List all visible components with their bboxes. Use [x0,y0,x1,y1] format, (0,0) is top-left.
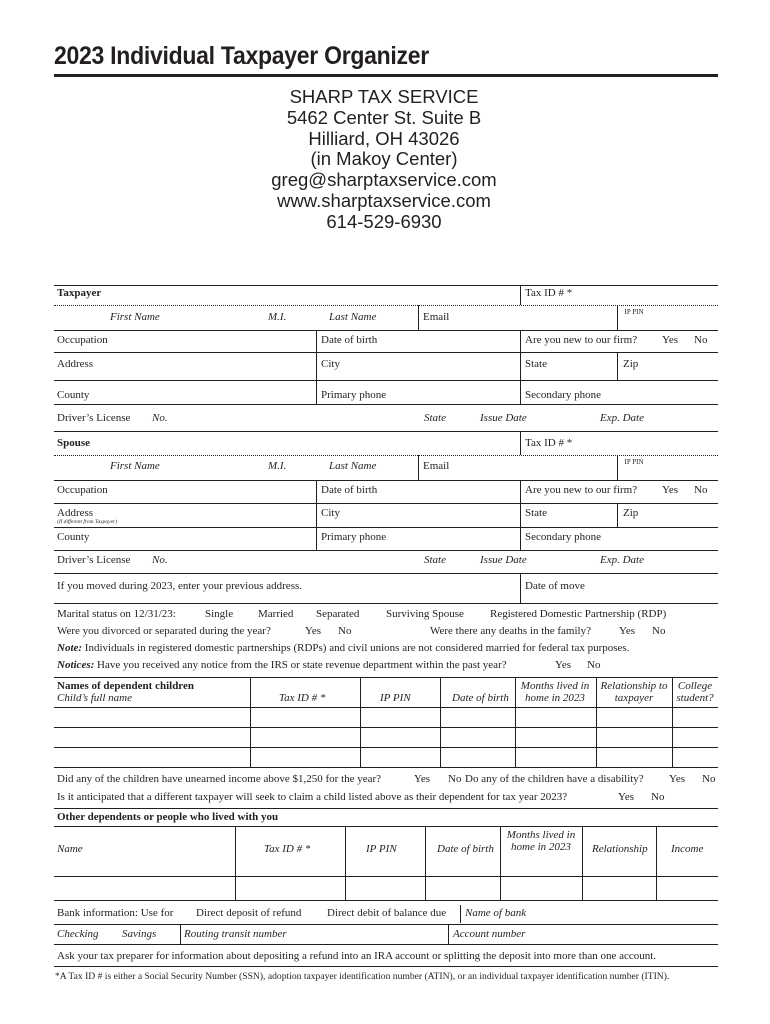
taxpayer-county-label: County [57,389,90,401]
taxpayer-address-label: Address [57,358,94,370]
taxpayer-dl-state-label: State [424,412,446,424]
notices-yes[interactable]: Yes [555,659,572,671]
spouse-tax-id-label: Tax ID # * [525,437,573,449]
rule [54,455,718,456]
rule [54,305,718,306]
rule [520,285,521,305]
office-street: 5462 Center St. Suite B [286,106,482,128]
rule [617,352,618,380]
rule [54,330,718,331]
taxpayer-mi-label: M.I. [268,311,287,323]
rule [360,677,361,767]
bank-name-label: Name of bank [465,907,527,919]
claim-yes[interactable]: Yes [618,791,635,803]
rule [54,966,718,967]
months-line-2: home in 2023 [525,692,585,704]
rule [54,826,718,827]
spouse-last-name-label: Last Name [329,460,377,472]
others-months-line-2: home in 2023 [511,841,571,853]
rule [54,431,718,432]
spouse-address-label: Address [57,507,94,519]
rule [54,603,718,604]
taxpayer-primary-phone-label: Primary phone [321,389,387,401]
others-income-header: Income [671,843,704,855]
marital-rdp-option[interactable]: Registered Domestic Partnership (RDP) [490,608,667,620]
rule [500,826,501,900]
dependents-child-name-header: Child’s full name [57,692,132,704]
rule [54,677,718,678]
rel-line-1: Relationship to [600,680,668,692]
form-title: 2023 Individual Taxpayer Organizer [54,42,429,70]
others-row-line [54,900,718,901]
rule [520,330,521,404]
disability-yes[interactable]: Yes [669,773,686,785]
others-heading: Other dependents or people who lived with you [57,811,279,823]
divorced-no[interactable]: No [338,625,352,637]
deaths-yes[interactable]: Yes [619,625,636,637]
rule [448,924,449,944]
office-info [184,87,584,233]
note-label: Note: [57,642,83,654]
divorced-question: Were you divorced or separated during the year? [57,625,271,637]
bank-label: Bank information: Use for [57,907,174,919]
spouse-city-label: City [321,507,340,519]
office-phone: 614-529-6930 [326,210,442,232]
rule [596,677,597,767]
checking-option[interactable]: Checking [57,928,99,940]
rel-line-2: taxpayer [614,692,654,704]
taxpayer-dob-label: Date of birth [321,334,378,346]
notices-no[interactable]: No [587,659,601,671]
rule [54,285,718,286]
dependent-row-line [54,707,718,708]
moved-label: If you moved during 2023, enter your previous address. [57,580,303,592]
direct-deposit-option[interactable]: Direct deposit of refund [196,907,302,919]
office-website: www.sharptaxservice.com [277,189,491,211]
spouse-primary-phone-label: Primary phone [321,531,387,543]
rule [180,924,181,944]
rule [235,826,236,900]
taxpayer-first-name-label: First Name [110,311,160,323]
dependents-heading: Names of dependent children [57,680,194,692]
spouse-new-firm-label: Are you new to our firm? [525,484,638,496]
taxpayer-dl-label: Driver’s License [57,412,131,424]
unearned-no[interactable]: No [448,773,462,785]
rule [316,330,317,404]
taxpayer-occupation-label: Occupation [57,334,108,346]
spouse-dl-no-label: No. [152,554,168,566]
spouse-ip-pin-label: IP PIN [624,458,644,466]
rule [440,677,441,767]
spouse-dob-label: Date of birth [321,484,378,496]
college-line-2: student? [676,692,714,704]
note-text: Individuals in registered domestic partnerships (RDPs) and civil unions are not considered married for federal tax purposes. [82,642,630,654]
unearned-yes[interactable]: Yes [414,773,431,785]
dependents-months-header [515,680,595,704]
rule [54,527,718,528]
disability-question: Do any of the children have a disability? [465,773,644,785]
rule [418,455,419,480]
taxpayer-ip-pin-label: IP PIN [624,308,644,316]
rule [582,826,583,900]
spouse-dl-state-label: State [424,554,446,566]
rule [54,404,718,405]
dependents-relationship-header [596,680,672,704]
spouse-county-label: County [57,531,90,543]
others-row-line [54,876,718,877]
college-line-1: College [677,680,713,692]
spouse-zip-label: Zip [623,507,639,519]
rule [460,905,461,923]
others-name-header: Name [57,843,83,855]
taxpayer-zip-label: Zip [623,358,639,370]
rule [316,480,317,550]
rule [54,944,718,945]
spouse-occupation-label: Occupation [57,484,108,496]
taxpayer-city-label: City [321,358,340,370]
taxpayer-new-firm-yes[interactable]: Yes [662,334,679,346]
rule [656,826,657,900]
rule [520,431,521,455]
spouse-first-name-label: First Name [110,460,160,472]
notices-label: Notices: [57,659,95,671]
disability-no[interactable]: No [702,773,716,785]
rule [54,550,718,551]
marital-married-option[interactable]: Married [258,608,294,620]
dependent-row-line [54,727,718,728]
spouse-dl-exp-label: Exp. Date [600,554,644,566]
dependents-dob-header: Date of birth [452,692,509,704]
rule [418,305,419,330]
rule [345,826,346,900]
ira-note: Ask your tax preparer for information about depositing a refund into an IRA account or splitting the deposit into more than one account. [57,950,657,962]
dependent-row-line [54,747,718,748]
taxpayer-state-label: State [525,358,547,370]
rule [617,503,618,527]
dependents-tax-id-header: Tax ID # * [279,692,326,704]
rule [54,380,718,381]
others-tax-id-header: Tax ID # * [264,843,311,855]
rule [617,455,618,480]
spouse-mi-label: M.I. [268,460,287,472]
office-name: SHARP TAX SERVICE [289,86,479,107]
spouse-dl-issue-label: Issue Date [480,554,527,566]
office-location: (in Makoy Center) [310,148,458,170]
taxpayer-new-firm-no[interactable]: No [694,334,708,346]
taxpayer-dl-issue-label: Issue Date [480,412,527,424]
rule [54,924,718,925]
others-months-line-1: Months lived in [506,829,576,841]
rule [54,503,718,504]
marital-separated-option[interactable]: Separated [316,608,360,620]
spouse-state-label: State [525,507,547,519]
rule [425,826,426,900]
divorced-yes[interactable]: Yes [305,625,322,637]
rule [520,573,521,603]
deaths-question: Were there any deaths in the family? [430,625,591,637]
rule [54,808,718,809]
claim-no[interactable]: No [651,791,665,803]
taxpayer-dl-exp-label: Exp. Date [600,412,644,424]
spouse-secondary-phone-label: Secondary phone [525,531,602,543]
rule [672,677,673,767]
spouse-new-firm-no[interactable]: No [694,484,708,496]
rule [54,480,718,481]
taxpayer-dl-no-label: No. [152,412,168,424]
direct-debit-option[interactable]: Direct debit of balance due [327,907,447,919]
rule [250,677,251,767]
dependents-ip-pin-header: IP PIN [380,692,411,704]
marital-single-option[interactable]: Single [205,608,234,620]
notices-question [57,659,507,671]
routing-label: Routing transit number [184,928,287,940]
account-label: Account number [453,928,526,940]
months-line-1: Months lived in [520,680,590,692]
rule [515,677,516,767]
marital-surviving-option[interactable]: Surviving Spouse [386,608,464,620]
spouse-email-label: Email [423,460,450,472]
spouse-address-note: (If different from Taxpayer) [57,519,118,525]
rule [54,573,718,574]
footnote: *A Tax ID # is either a Social Security Number (SSN), adoption taxpayer identification number (ATIN), or an individual taxpayer identification number (ITIN). [55,971,670,982]
marital-label: Marital status on 12/31/23: [57,608,176,620]
date-of-move-label: Date of move [525,580,585,592]
taxpayer-secondary-phone-label: Secondary phone [525,389,602,401]
notices-text: Have you received any notice from the IRS or state revenue department within the past year? [94,659,507,671]
others-months-header [500,829,582,853]
dependents-college-header [672,680,718,704]
others-relationship-header: Relationship [592,843,648,855]
dependent-row-line [54,767,718,768]
rdp-note [57,642,629,654]
office-email: greg@sharptaxservice.com [271,169,497,191]
rule [617,305,618,330]
taxpayer-heading: Taxpayer [57,287,102,299]
claim-question: Is it anticipated that a different taxpayer will seek to claim a child listed above as their dependent for tax year 2023? [57,791,568,803]
others-dob-header: Date of birth [437,843,494,855]
office-city: Hilliard, OH 43026 [308,127,460,149]
spouse-dl-label: Driver’s License [57,554,131,566]
rule [520,480,521,550]
rule [54,352,718,353]
spouse-new-firm-yes[interactable]: Yes [662,484,679,496]
title-rule [54,74,718,77]
others-ip-pin-header: IP PIN [366,843,397,855]
taxpayer-tax-id-label: Tax ID # * [525,287,573,299]
deaths-no[interactable]: No [652,625,666,637]
taxpayer-last-name-label: Last Name [329,311,377,323]
taxpayer-new-firm-label: Are you new to our firm? [525,334,638,346]
savings-option[interactable]: Savings [122,928,157,940]
unearned-question: Did any of the children have unearned income above $1,250 for the year? [57,773,382,785]
taxpayer-email-label: Email [423,311,450,323]
spouse-heading: Spouse [57,437,91,449]
